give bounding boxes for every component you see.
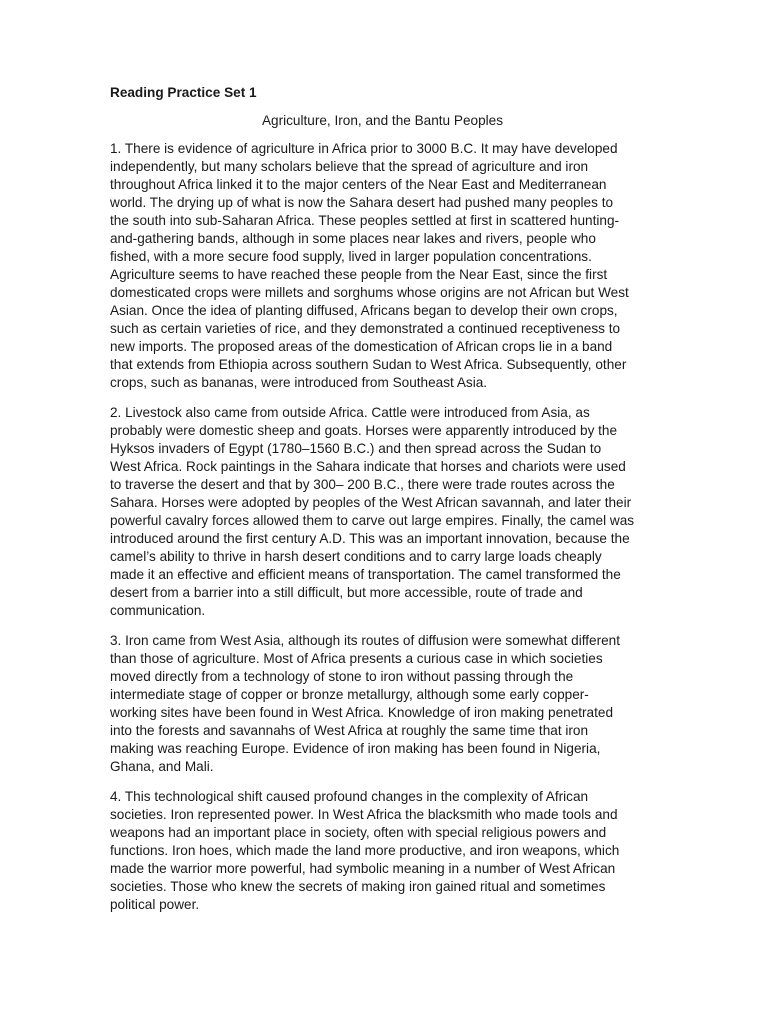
paragraph-line: 3. Iron came from West Asia, although its routes of diffusion were somewhat different (110, 633, 621, 648)
paragraph-line: into the forests and savannahs of West Africa at roughly the same time that iron (110, 723, 589, 738)
paragraph-line: societies. Iron represented power. In West Africa the blacksmith who made tools and (110, 807, 618, 822)
paragraph-line: functions. Iron hoes, which made the land more productive, and iron weapons, which (110, 843, 620, 858)
paragraph-line: and-gathering bands, although in some places near lakes and rivers, people who (110, 231, 596, 246)
paragraph-4 (110, 788, 655, 914)
paragraph-line: 4. This technological shift caused profound changes in the complexity of African (110, 789, 589, 804)
paragraph-line: new imports. The proposed areas of the domestication of African crops lie in a band (110, 339, 613, 354)
paragraph-line: fished, with a more secure food supply, lived in larger population concentrations. (110, 249, 592, 264)
paragraph-line: domesticated crops were millets and sorghums whose origins are not African but West (110, 285, 629, 300)
article-body (110, 140, 655, 914)
paragraph-1 (110, 140, 655, 392)
paragraph-line: than those of agriculture. Most of Africa presents a curious case in which societies (110, 651, 603, 666)
paragraph-2 (110, 404, 655, 620)
paragraph-line: probably were domestic sheep and goats. Horses were apparently introduced by the (110, 423, 618, 438)
paragraph-line: working sites have been found in West Africa. Knowledge of iron making penetrated (110, 705, 614, 720)
paragraph-line: to traverse the desert and that by 300– 200 B.C., there were trade routes across the (110, 477, 615, 492)
paragraph-3 (110, 632, 655, 776)
paragraph-line: that extends from Ethiopia across southern Sudan to West Africa. Subsequently, other (110, 357, 627, 372)
paragraph-line: camel’s ability to thrive in harsh desert conditions and to carry large loads cheaply (110, 549, 602, 564)
paragraph-line: throughout Africa linked it to the major centers of the Near East and Mediterranean (110, 177, 607, 192)
article-title: Agriculture, Iron, and the Bantu Peoples (261, 113, 504, 128)
paragraph-line: powerful cavalry forces allowed them to carve out large empires. Finally, the camel was (110, 513, 635, 528)
paragraph-line: introduced around the first century A.D. This was an important innovation, because the (110, 531, 630, 546)
paragraph-line: political power. (110, 897, 200, 912)
paragraph-line: making was reaching Europe. Evidence of iron making has been found in Nigeria, (110, 741, 601, 756)
paragraph-line: Ghana, and Mali. (110, 759, 214, 774)
paragraph-line: made it an effective and efficient means of transportation. The camel transformed the (110, 567, 621, 582)
paragraph-line: communication. (110, 603, 206, 618)
paragraph-line: 2. Livestock also came from outside Africa. Cattle were introduced from Asia, as (110, 405, 590, 420)
paragraph-line: societies. Those who knew the secrets of making iron gained ritual and sometimes (110, 879, 606, 894)
paragraph-line: world. The drying up of what is now the Sahara desert had pushed many peoples to (110, 195, 614, 210)
paragraph-line: the south into sub-Saharan Africa. These peoples settled at first in scattered hunting- (110, 213, 620, 228)
paragraph-line: made the warrior more powerful, had symbolic meaning in a number of West African (110, 861, 616, 876)
paragraph-line: intermediate stage of copper or bronze metallurgy, although some early copper- (110, 687, 589, 702)
paragraph-line: desert from a barrier into a still difficult, but more accessible, route of trade and (110, 585, 583, 600)
paragraph-line: Asian. Once the idea of planting diffused, Africans began to develop their own crops, (110, 303, 618, 318)
paragraph-line: Hyksos invaders of Egypt (1780–1560 B.C.) and then spread across the Sudan to (110, 441, 602, 456)
document-page (110, 84, 655, 926)
paragraph-line: Sahara. Horses were adopted by peoples of the West African savannah, and later their (110, 495, 632, 510)
page-heading: Reading Practice Set 1 (110, 85, 257, 100)
paragraph-line: crops, such as bananas, were introduced from Southeast Asia. (110, 375, 488, 390)
paragraph-line: 1. There is evidence of agriculture in Africa prior to 3000 B.C. It may have developed (110, 141, 618, 156)
paragraph-line: West Africa. Rock paintings in the Sahara indicate that horses and chariots were used (110, 459, 626, 474)
paragraph-line: moved directly from a technology of stone to iron without passing through the (110, 669, 574, 684)
paragraph-line: weapons had an important place in society, often with special religious powers and (110, 825, 607, 840)
paragraph-line: independently, but many scholars believe that the spread of agriculture and iron (110, 159, 589, 174)
paragraph-line: Agriculture seems to have reached these people from the Near East, since the first (110, 267, 608, 282)
paragraph-line: such as certain varieties of rice, and they demonstrated a continued receptiveness to (110, 321, 621, 336)
